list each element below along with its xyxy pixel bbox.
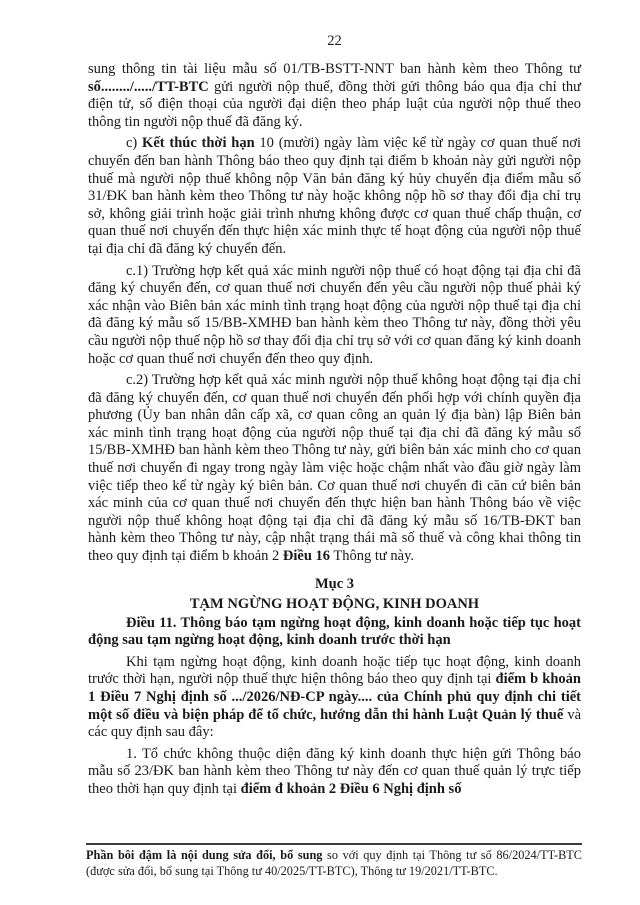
text-run: Thông tư này. <box>330 548 415 565</box>
page-content <box>88 33 581 803</box>
paragraph <box>88 654 581 742</box>
page-number: 22 <box>327 33 342 49</box>
text-run: so với quy định tại Thông tư số 86/2024/TT-BTC (được sửa đổi, bổ sung tại Thông tư 40/2025/TT-BTC), Thông tư 19/2021/TT-BTC. <box>86 848 582 878</box>
text-run-bold: Kết thúc thời hạn <box>142 135 255 152</box>
text-run: c.1) Trường hợp kết quả xác minh người nộp thuế có hoạt động tại địa chỉ đã đăng ký chuyển đến, cơ quan thuế nơi chuyển đến yêu cầu người nộp thuế phải ký xác nhận vào Biên bản xác minh tình trạng hoạt động của người nộp thuế tại địa chỉ đã đăng ký mẫu số 15/BB-XMHĐ ban hành kèm theo Thông tư này, đồng thời yêu cầu người nộp thuế nộp hồ sơ thay đổi địa chỉ trụ sở với cơ quan đăng ký kinh doanh hoặc cơ quan thuế nơi chuyển đến theo quy định. <box>88 262 581 367</box>
paragraph <box>88 746 581 799</box>
paragraph <box>88 263 581 369</box>
footer-separator <box>86 843 582 845</box>
text-run-bold: điểm b khoản 1 Điều 7 Nghị định số .../2026/NĐ-CP ngày.... của Chính phủ quy định chi tiết một số điều và biện pháp để tổ chức, hướng dẫn thi hành Luật Quản lý thuế <box>88 671 581 723</box>
text-run-bold: Phần bôi đậm là nội dung sửa đổi, bổ sung <box>86 848 323 862</box>
paragraph <box>88 135 581 258</box>
text-run: c.2) Trường hợp kết quả xác minh người nộp thuế không hoạt động tại địa chỉ đã đăng ký chuyển đến, cơ quan thuế nơi chuyển đến phối hợp với chính quyền địa phương (Ủy ban nhân dân cấp xã, cơ quan công an quản lý địa bàn) lập Biên bản xác minh tình trạng hoạt động của người nộp thuế tại địa chỉ đã đăng ký mẫu số 15/BB-XMHĐ ban hành kèm theo Thông tư này, gửi biên bản xác minh cho cơ quan thuế nơi chuyển đi ngay trong ngày làm việc hoặc chậm nhất vào đầu giờ ngày làm việc tiếp theo kể từ ngày ký biên bản. Cơ quan thuế nơi chuyển đi căn cứ biên bản xác minh của cơ quan thuế nơi chuyển đến thực hiện ban hành Thông báo về việc người nộp thuế không hoạt động tại địa chỉ đã đăng ký mẫu số 16/TB-ĐKT ban hành kèm theo Thông tư này, cập nhật trạng thái mã số thuế và công khai thông tin theo quy định tại điểm b khoản 2 <box>88 372 581 565</box>
section-heading <box>88 595 581 613</box>
text-run-bold: Mục 3 <box>314 575 355 592</box>
page-footer <box>86 843 582 879</box>
text-run: c) <box>126 135 143 152</box>
section-heading <box>88 575 581 593</box>
text-run-bold: điểm đ khoản 2 Điều 6 Nghị định số <box>240 780 462 797</box>
text-run: 10 (mười) ngày làm việc kể từ ngày cơ quan thuế nơi chuyển đến ban hành Thông báo theo quy định tại điểm b khoản này gửi người nộp thuế mà người nộp thuế không nộp Văn bản đăng ký hủy chuyển địa điểm mẫu số 31/ĐK ban hành kèm theo Thông tư này hoặc không nộp hồ sơ thay đổi địa chỉ trụ sở, không giải trình hoặc giải trình nhưng không được cơ quan thuế chấp thuận, cơ quan thuế nơi chuyển đến thực hiện xác minh thực tế hoạt động của người nộp thuế tại địa chỉ đã đăng ký chuyển đến. <box>88 135 582 257</box>
paragraph <box>88 61 581 131</box>
text-run: gửi người nộp thuế, đồng thời gửi thông báo qua địa chỉ thư điện tử, số điện thoại của người đại diện theo pháp luật của người nộp thuế theo thông tin người nộp thuế đã đăng ký. <box>88 78 581 130</box>
text-run-bold: số......../...../TT-BTC <box>88 78 209 95</box>
text-run: 1. Tổ chức không thuộc diện đăng ký kinh doanh thực hiện gửi Thông báo mẫu số 23/ĐK ban hành kèm theo Thông tư này đến cơ quan thuế quản lý trực tiếp theo thời hạn quy định tại <box>88 745 581 797</box>
footer-note <box>86 848 582 879</box>
paragraph <box>88 615 581 650</box>
text-run-bold: TẠM NGỪNG HOẠT ĐỘNG, KINH DOANH <box>189 595 480 612</box>
text-run: và các quy định sau đây: <box>88 706 582 741</box>
text-run: sung thông tin tài liệu mẫu số 01/TB-BSTT-NNT ban hành kèm theo Thông tư <box>88 61 581 77</box>
text-run: Khi tạm ngừng hoạt động, kinh doanh hoặc tiếp tục hoạt động, kinh doanh trước thời hạn, người nộp thuế thực hiện thông báo theo quy định tại <box>88 653 581 688</box>
paragraph <box>88 372 581 566</box>
text-run-bold: Điều 16 <box>282 548 331 565</box>
text-run-bold: Điều 11. Thông báo tạm ngừng hoạt động, kinh doanh hoặc tiếp tục hoạt động sau tạm ngừng hoạt động, kinh doanh trước thời hạn <box>88 614 581 649</box>
document-body <box>88 61 581 799</box>
